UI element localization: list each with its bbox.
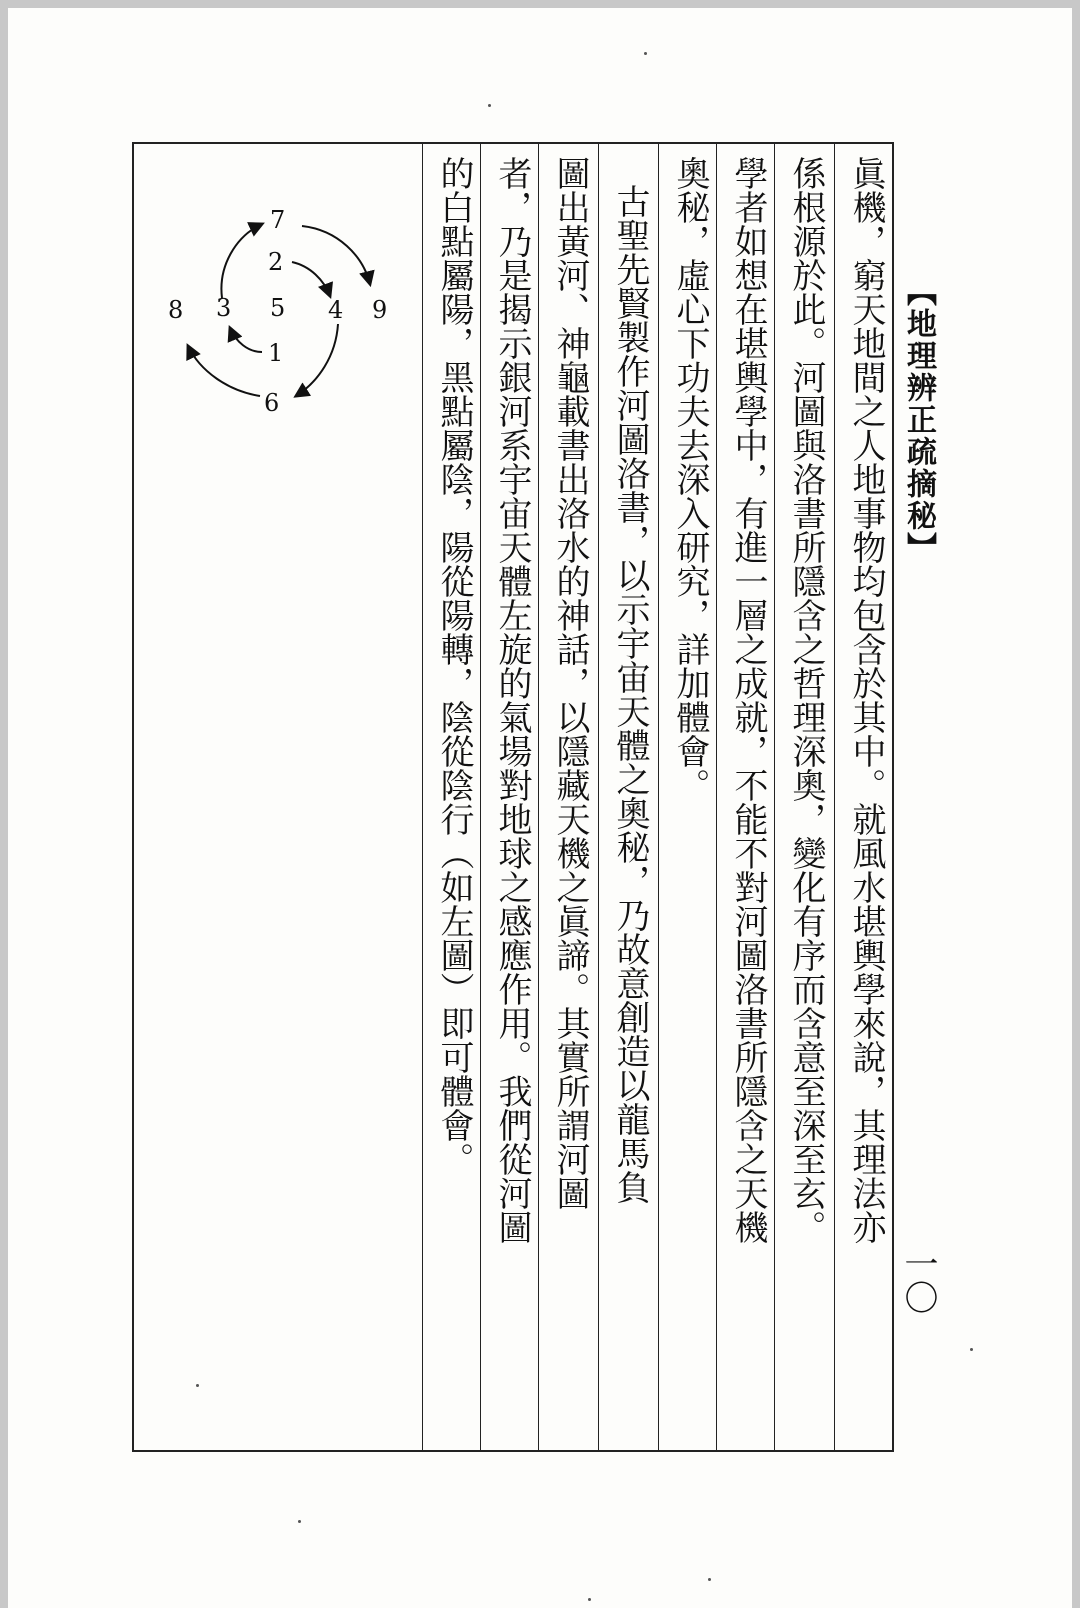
diagram-number-3: 3: [216, 294, 232, 322]
text-column-4: 奧秘，虛心下功夫去深入研究，詳加體會。: [670, 156, 710, 802]
diagram-number-5: 5: [270, 294, 286, 322]
diagram-number-7: 7: [270, 206, 286, 234]
text-column-8: 的白點屬陽，黑點屬陰，陽從陽轉，陰從陰行（如左圖）即可體會。: [434, 156, 474, 1176]
scan-speck: [298, 1520, 301, 1523]
diagram-number-1: 1: [268, 339, 284, 367]
scan-speck: [588, 1598, 591, 1601]
scan-speck: [970, 1348, 973, 1351]
diagram-number-6: 6: [264, 389, 280, 417]
diagram-number-2: 2: [268, 248, 284, 276]
diagram-number-9: 9: [372, 296, 388, 324]
scan-speck: [644, 52, 647, 55]
diagram-number-4: 4: [328, 296, 344, 324]
text-column-6: 圖出黃河、神龜載書出洛水的神話，以隱藏天機之眞諦。其實所謂河圖: [550, 156, 590, 1210]
column-rule: [598, 144, 599, 1450]
scan-speck: [488, 104, 491, 107]
text-column-7: 者，乃是揭示銀河系宇宙天體左旋的氣場對地球之感應作用。我們從河圖: [492, 156, 532, 1244]
text-column-5: 古聖先賢製作河圖洛書，以示宇宙天體之奧秘，乃故意創造以龍馬負: [610, 184, 650, 1204]
scan-speck: [196, 1384, 199, 1387]
column-rule: [422, 144, 423, 1450]
text-column-2: 係根源於此。河圖與洛書所隱含之哲理深奧，變化有序而含意至深至玄。: [786, 156, 826, 1244]
column-rule: [834, 144, 835, 1450]
hetu-rotation-diagram: [158, 206, 408, 436]
page: [8, 8, 1072, 1608]
text-column-1: 眞機，窮天地間之人地事物均包含於其中。就風水堪輿學來說，其理法亦: [846, 156, 886, 1244]
diagram-number-8: 8: [168, 296, 184, 324]
text-column-3: 學者如想在堪輿學中，有進一層之成就，不能不對河圖洛書所隱含之天機: [728, 156, 768, 1244]
column-rule: [658, 144, 659, 1450]
page-number: 一〇: [898, 1246, 938, 1314]
running-header: 【地理辨正疏摘秘】: [901, 276, 936, 564]
scan-speck: [708, 1578, 711, 1581]
